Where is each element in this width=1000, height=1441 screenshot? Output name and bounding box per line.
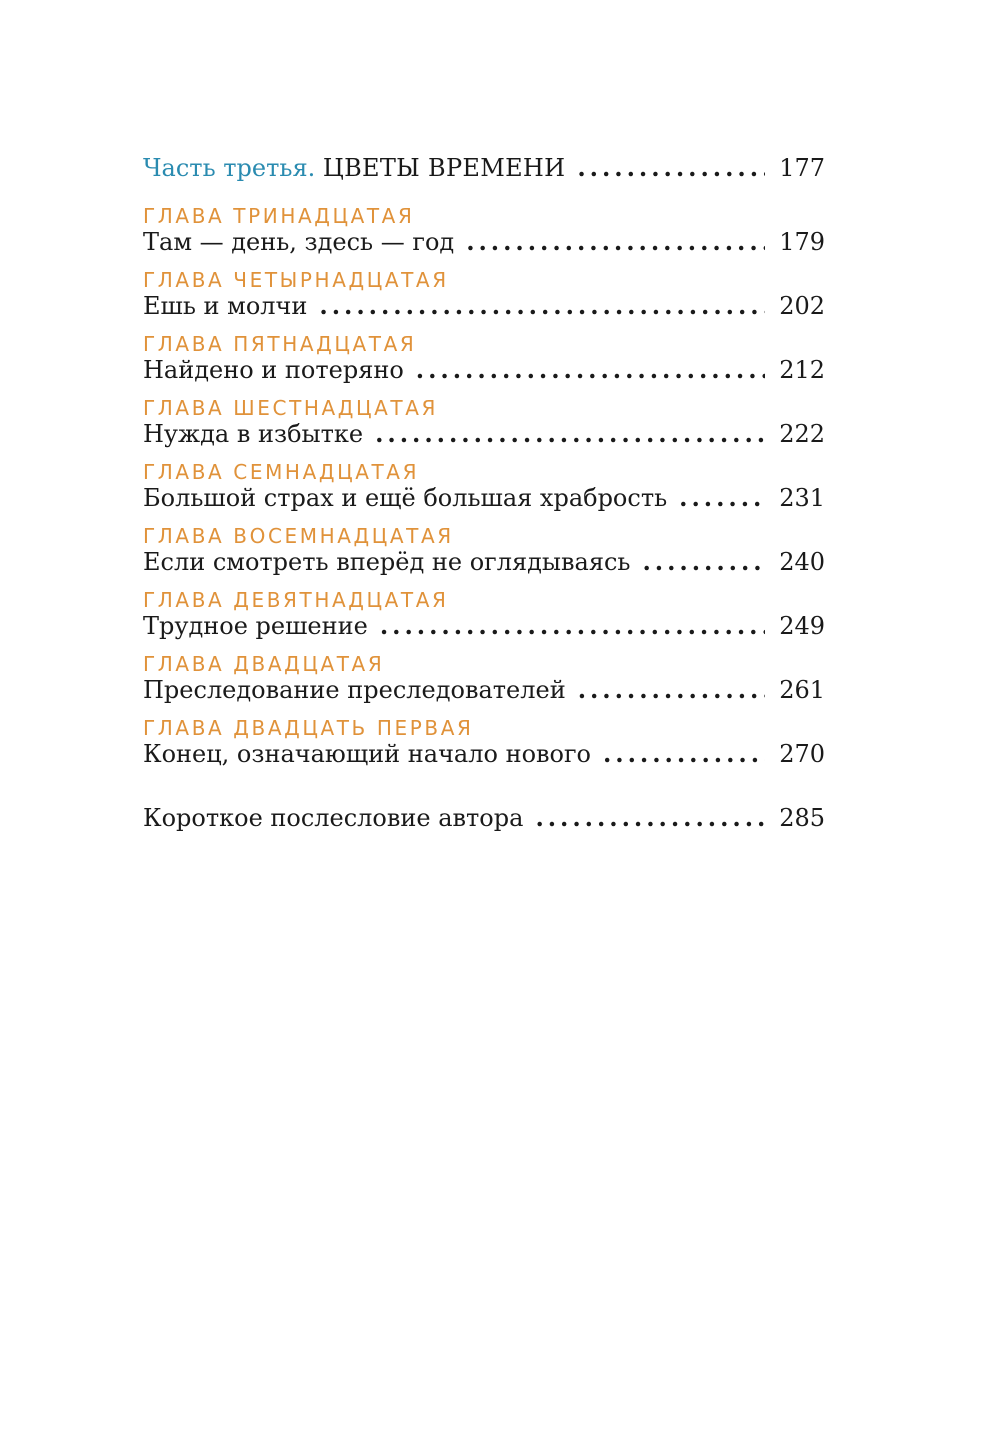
page-number: 249 <box>779 612 825 640</box>
dot-leader <box>416 354 765 386</box>
chapter-label: ГЛАВА ТРИНАДЦАТАЯ <box>143 204 415 228</box>
chapter-title: Найдено и потеряно <box>143 356 404 384</box>
chapter-label: ГЛАВА ДВАДЦАТАЯ <box>143 652 385 676</box>
part-title: ЦВЕТЫ ВРЕМЕНИ <box>322 154 566 182</box>
chapter-label: ГЛАВА ЧЕТЫРНАДЦАТАЯ <box>143 268 449 292</box>
chapter-entry[interactable] <box>143 652 825 716</box>
chapter-label: ГЛАВА ШЕСТНАДЦАТАЯ <box>143 396 439 420</box>
chapter-entry[interactable] <box>143 268 825 332</box>
page-number: 177 <box>779 154 825 182</box>
page-number: 231 <box>779 484 825 512</box>
page-number: 212 <box>779 356 825 384</box>
chapter-row <box>143 418 825 450</box>
chapter-label: ГЛАВА ВОСЕМНАДЦАТАЯ <box>143 524 454 548</box>
dot-leader <box>603 738 765 770</box>
chapter-label: ГЛАВА СЕМНАДЦАТАЯ <box>143 460 420 484</box>
chapter-entry[interactable] <box>143 396 825 460</box>
dot-leader <box>578 674 765 706</box>
chapter-row <box>143 610 825 642</box>
afterword-entry[interactable] <box>143 802 825 834</box>
dot-leader <box>375 418 765 450</box>
page-number: 285 <box>779 804 825 832</box>
chapter-title: Большой страх и ещё большая храбрость <box>143 484 668 512</box>
chapter-title: Нужда в избытке <box>143 420 364 448</box>
chapter-title: Конец, означающий начало нового <box>143 740 591 768</box>
chapter-title: Если смотреть вперёд не оглядываясь <box>143 548 631 576</box>
part-label: Часть третья. <box>143 154 316 182</box>
page-number: 261 <box>779 676 825 704</box>
page-number: 179 <box>779 228 825 256</box>
chapter-entry[interactable] <box>143 332 825 396</box>
chapter-entry[interactable] <box>143 588 825 652</box>
chapter-row <box>143 482 825 514</box>
page-number: 222 <box>779 420 825 448</box>
dot-leader <box>679 482 765 514</box>
chapter-entry[interactable] <box>143 524 825 588</box>
part-heading <box>143 152 565 184</box>
chapter-list <box>143 204 825 780</box>
afterword-title: Короткое послесловие автора <box>143 804 524 832</box>
chapter-title: Ешь и молчи <box>143 292 308 320</box>
dot-leader <box>535 802 765 834</box>
chapter-row <box>143 354 825 386</box>
dot-leader <box>642 546 765 578</box>
dot-leader <box>466 226 765 258</box>
chapter-row <box>143 546 825 578</box>
dot-leader <box>380 610 765 642</box>
chapter-label: ГЛАВА ДВАДЦАТЬ ПЕРВАЯ <box>143 716 474 740</box>
chapter-title: Там — день, здесь — год <box>143 228 455 256</box>
chapter-title: Трудное решение <box>143 612 368 640</box>
chapter-title: Преследование преследователей <box>143 676 566 704</box>
chapter-label: ГЛАВА ПЯТНАДЦАТАЯ <box>143 332 417 356</box>
dot-leader <box>319 290 765 322</box>
page-number: 240 <box>779 548 825 576</box>
page-number: 270 <box>779 740 825 768</box>
chapter-row <box>143 290 825 322</box>
table-of-contents <box>143 152 825 834</box>
dot-leader <box>577 152 765 184</box>
chapter-row <box>143 226 825 258</box>
chapter-entry[interactable] <box>143 204 825 268</box>
chapter-entry[interactable] <box>143 716 825 780</box>
chapter-label: ГЛАВА ДЕВЯТНАДЦАТАЯ <box>143 588 449 612</box>
chapter-row <box>143 738 825 770</box>
part-entry[interactable] <box>143 152 825 184</box>
chapter-entry[interactable] <box>143 460 825 524</box>
chapter-row <box>143 674 825 706</box>
page-number: 202 <box>779 292 825 320</box>
